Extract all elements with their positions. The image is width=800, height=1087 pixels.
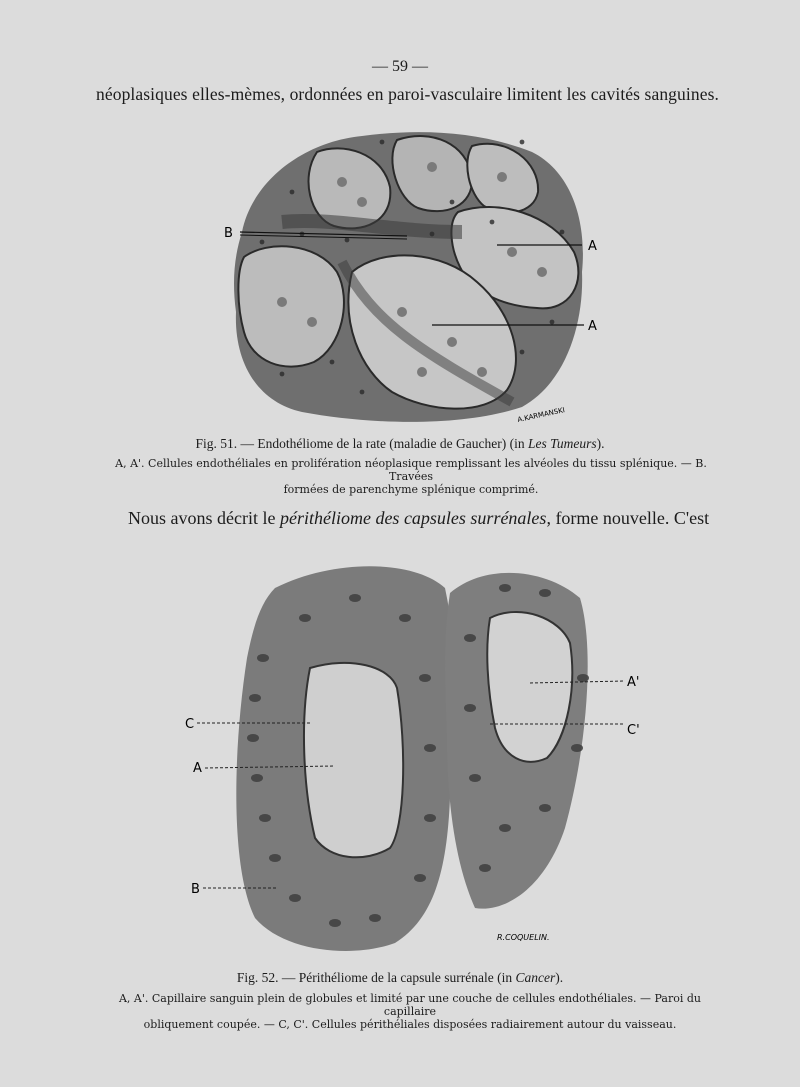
figure-51-illustration (222, 122, 612, 432)
body-text-after: , forme nouvelle. C'est (546, 508, 710, 528)
figure-52-legend-line-2: obliquement coupée. — C, C'. Cellules périthéliales disposées radiairement autour du vaisseau. (143, 1018, 677, 1031)
fig51-signature: A.KARMANSKI (516, 406, 566, 424)
body-text-line (128, 508, 728, 529)
figure-52-number: Fig. 52. (236, 970, 279, 985)
figure-51-legend-line-2: formées de parenchyme splénique comprimé. (283, 483, 539, 496)
figure-52-source: Cancer (515, 970, 556, 985)
body-text-italic: périthéliome des capsules surrénales (279, 508, 547, 528)
figure-51-legend (96, 457, 726, 496)
figure-52-illustration (185, 548, 645, 958)
fig52-label-a: A (193, 761, 202, 776)
fig52-label-c-prime: C' (627, 723, 640, 738)
figure-51-source: Les Tumeurs (528, 436, 597, 451)
figure-51-caption-end: ). (596, 436, 605, 451)
figure-52-title: — Périthéliome de la capsule surrénale (in (281, 970, 513, 985)
fig52-label-c: C (185, 717, 195, 732)
fig51-label-a-lower: A (588, 319, 597, 334)
body-text-before: Nous avons décrit le (128, 508, 280, 528)
figure-51-title: — Endothéliome de la rate (maladie de Gaucher) (in (240, 436, 525, 451)
figure-52-legend-line-1: A, A'. Capillaire sanguin plein de globules et limité par une couche de cellules endothéliales. — Paroi du capillaire (118, 992, 702, 1018)
figure-51-caption (0, 436, 800, 452)
figure-51-number: Fig. 51. (195, 436, 238, 451)
fig52-label-a-prime: A' (627, 675, 640, 690)
figure-52-legend (100, 992, 720, 1031)
text-line-top: néoplasiques elles-mèmes, ordonnées en paroi-vasculaire limitent les cavités sanguines. (96, 84, 719, 104)
fig51-label-b: B (224, 226, 233, 241)
figure-52-caption-end: ). (555, 970, 564, 985)
fig51-label-a-upper: A (588, 239, 597, 254)
fig52-signature: R.COQUELIN. (497, 933, 550, 942)
figure-52-caption (0, 970, 800, 986)
page-number: — 59 — (372, 58, 428, 75)
figure-51-legend-line-1: A, A'. Cellules endothéliales en prolifération néoplasique remplissant les alvéoles du tissu splénique. — B. Travées (115, 457, 707, 483)
fig52-label-b: B (191, 882, 200, 897)
